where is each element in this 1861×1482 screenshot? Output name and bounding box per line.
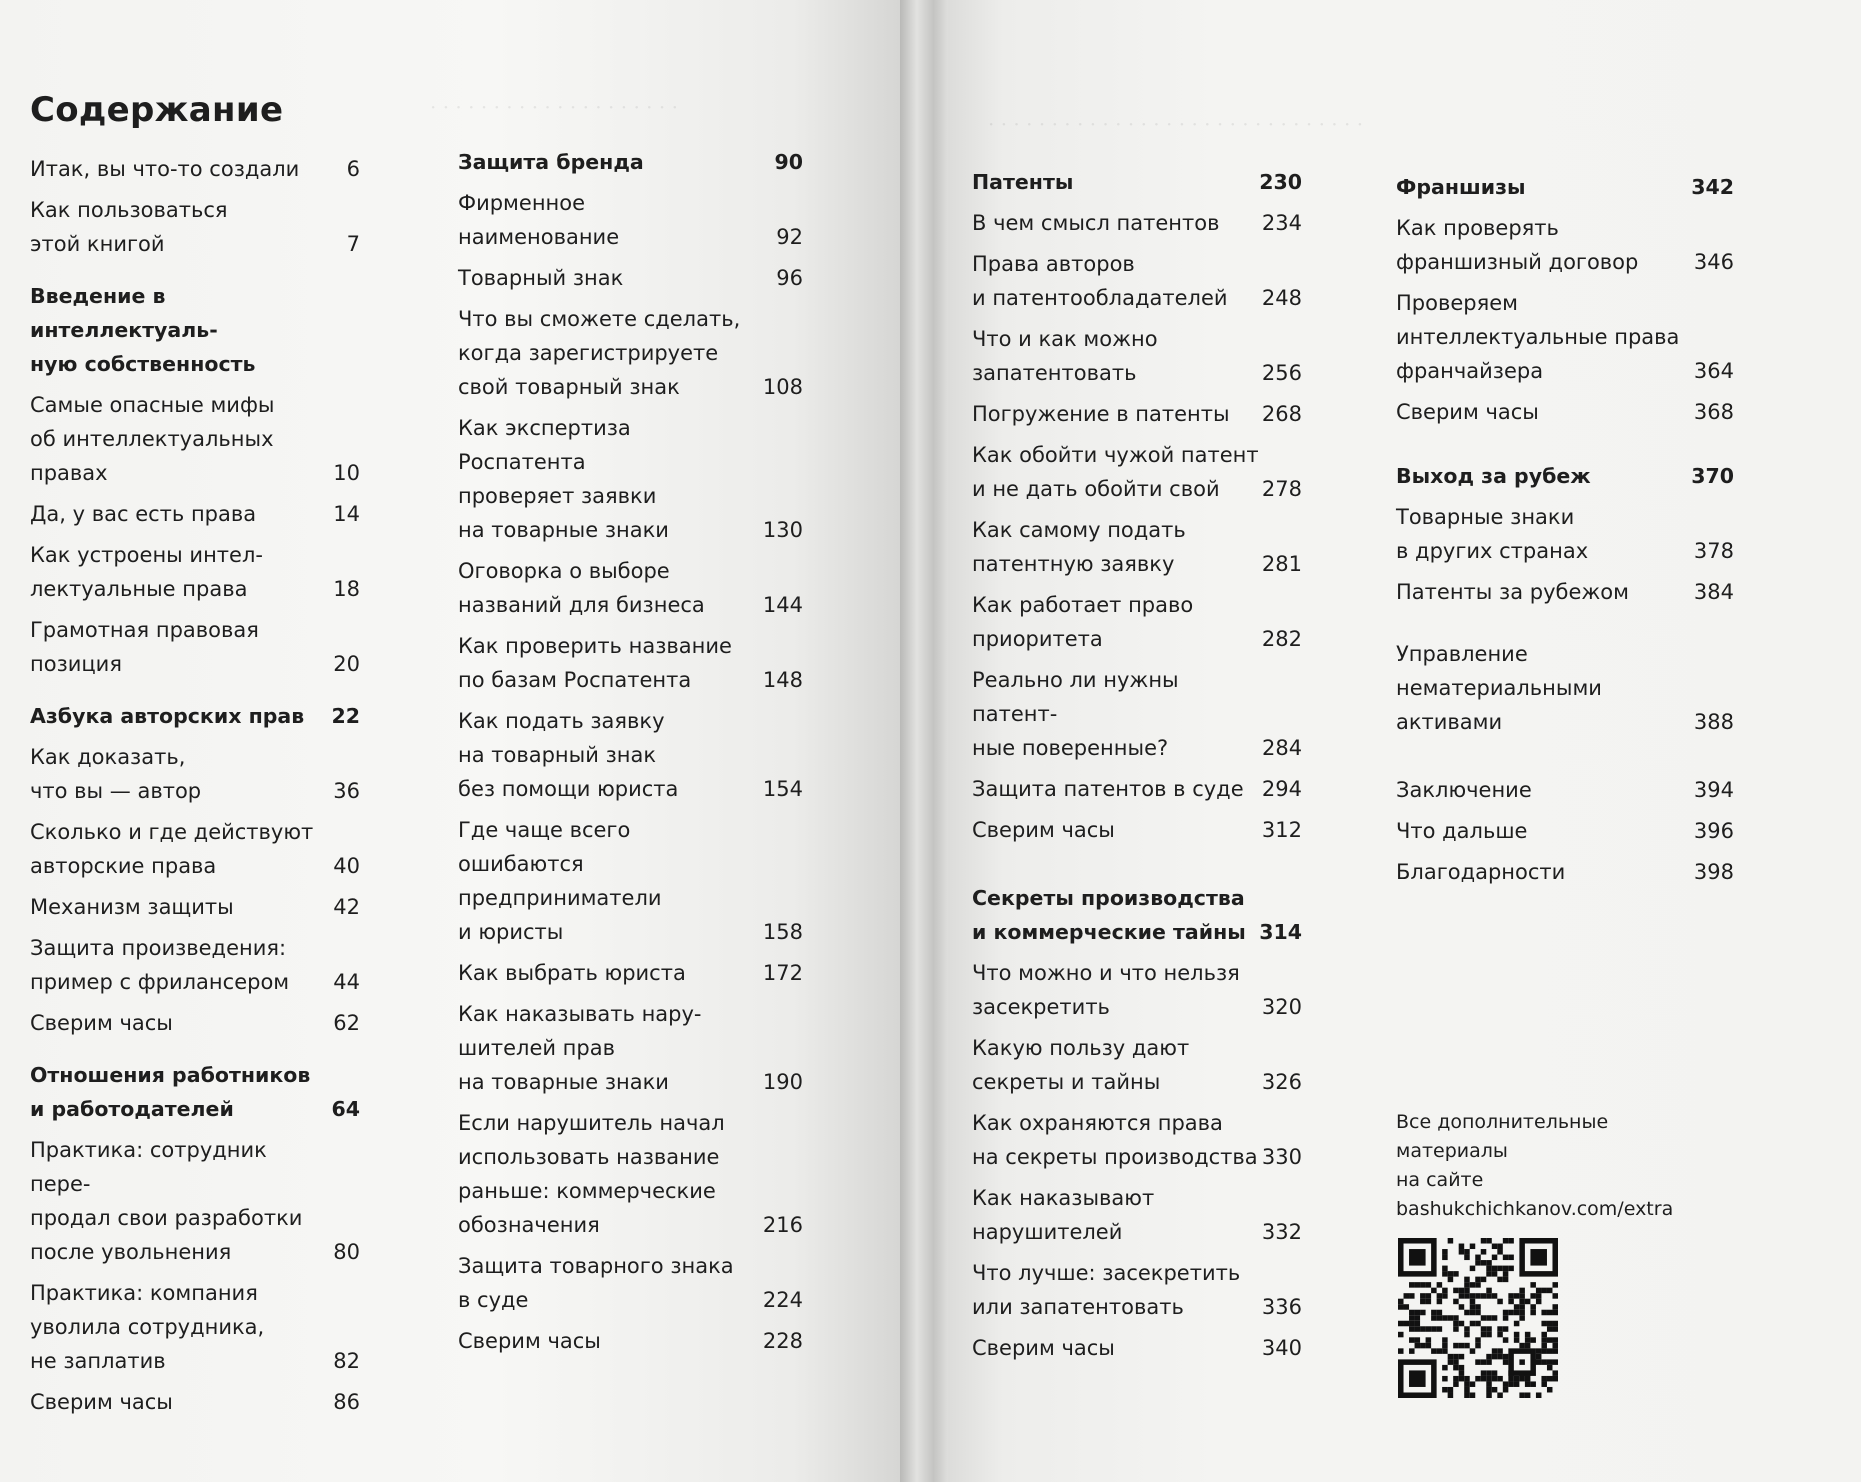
- toc-page-number: 7: [346, 232, 360, 256]
- toc-entry-title: Практика: компания уволила сотрудника, не заплатив: [30, 1281, 265, 1373]
- toc-page-number: 370: [1691, 464, 1734, 488]
- toc-page-number: 340: [1261, 1336, 1302, 1360]
- toc-entry: [1396, 773, 1734, 807]
- toc-column-4: [1396, 170, 1734, 896]
- toc-page-number: 336: [1261, 1295, 1302, 1319]
- toc-entry: [30, 740, 360, 808]
- toc-page-number: 92: [776, 225, 803, 249]
- toc-page-number: 228: [762, 1329, 803, 1353]
- toc-page-number: 282: [1261, 627, 1302, 651]
- toc-entry: [1396, 211, 1734, 279]
- toc-section-heading: [1396, 170, 1734, 204]
- toc-entry: [1396, 500, 1734, 568]
- toc-page-number: 42: [333, 895, 360, 919]
- toc-page-number: 230: [1259, 170, 1302, 194]
- toc-page-number: 64: [331, 1097, 360, 1121]
- toc-page-number: 154: [762, 777, 803, 801]
- toc-entry-title: Как выбрать юриста: [458, 961, 686, 985]
- toc-section-heading: [30, 1058, 360, 1126]
- toc-entry: [972, 1106, 1302, 1174]
- toc-page-number: 346: [1693, 250, 1734, 274]
- toc-entry: [30, 1133, 360, 1269]
- toc-entry: [972, 322, 1302, 390]
- toc-page-number: 90: [774, 150, 803, 174]
- toc-entry-title: Оговорка о выборе названий для бизнеса: [458, 559, 705, 617]
- toc-page-number: 96: [776, 266, 803, 290]
- toc-entry-title: Как обойти чужой патент и не дать обойти свой: [972, 443, 1259, 501]
- toc-entry-title: Права авторов и патентообладателей: [972, 252, 1228, 310]
- toc-entry-title: Как подать заявку на товарный знак без помощи юриста: [458, 709, 679, 801]
- toc-entry: [972, 206, 1302, 240]
- toc-entry-title: Как работает право приоритета: [972, 593, 1194, 651]
- toc-section-heading: [30, 279, 360, 381]
- toc-entry-title: Сверим часы: [1396, 400, 1539, 424]
- toc-entry: [30, 1006, 360, 1040]
- toc-page-number: 44: [333, 970, 360, 994]
- toc-entry-title: Что дальше: [1396, 819, 1528, 843]
- toc-page-number: 130: [762, 518, 803, 542]
- toc-page-number: 320: [1261, 995, 1302, 1019]
- toc-entry: [972, 247, 1302, 315]
- toc-page-number: 234: [1261, 211, 1302, 235]
- toc-entry-title: Как доказать, что вы — автор: [30, 745, 202, 803]
- toc-page-number: 326: [1261, 1070, 1302, 1094]
- toc-entry-title: Как наказывают нарушителей: [972, 1186, 1155, 1244]
- toc-page-number: 6: [346, 157, 360, 181]
- toc-entry: [30, 388, 360, 490]
- toc-section-heading: [30, 699, 360, 733]
- toc-entry-title: Если нарушитель начал использовать название раньше: коммерческие обозначения: [458, 1111, 725, 1237]
- toc-entry-title: Защита бренда: [458, 150, 644, 174]
- toc-page-number: 82: [333, 1349, 360, 1373]
- toc-entry: [972, 813, 1302, 847]
- left-page: [0, 0, 900, 1482]
- toc-page-number: 10: [333, 461, 360, 485]
- toc-column-2: [458, 145, 803, 1365]
- toc-entry-title: Сверим часы: [458, 1329, 601, 1353]
- toc-entry: [1396, 395, 1734, 429]
- toc-entry: [972, 588, 1302, 656]
- toc-entry: [458, 411, 803, 547]
- toc-page-number: 148: [762, 668, 803, 692]
- toc-entry-title: Как пользоваться этой книгой: [30, 198, 228, 256]
- toc-entry-title: Как устроены интел- лектуальные права: [30, 543, 263, 601]
- toc-entry-title: Да, у вас есть права: [30, 502, 257, 526]
- toc-entry: [458, 629, 803, 697]
- toc-section-heading: [972, 881, 1302, 949]
- toc-entry-title: Самые опасные мифы об интеллектуальных правах: [30, 393, 275, 485]
- toc-page-number: 398: [1693, 860, 1734, 884]
- toc-entry-title: Практика: сотрудник пере- продал свои разработки после увольнения: [30, 1138, 303, 1264]
- toc-page-number: 312: [1261, 818, 1302, 842]
- toc-page-number: 388: [1693, 710, 1734, 734]
- toc-entry: [972, 772, 1302, 806]
- toc-entry-title: Фирменное наименование: [458, 191, 620, 249]
- toc-entry-title: Как наказывать нару- шителей прав на товарные знаки: [458, 1002, 702, 1094]
- toc-page-number: 364: [1693, 359, 1734, 383]
- toc-entry: [458, 1324, 803, 1358]
- toc-entry: [30, 931, 360, 999]
- toc-entry-title: Товарный знак: [458, 266, 624, 290]
- toc-page-number: 20: [333, 652, 360, 676]
- toc-section-heading: [1396, 459, 1734, 493]
- toc-entry-title: Отношения работников и работодателей: [30, 1063, 311, 1121]
- toc-entry-title: Что вы сможете сделать, когда зарегистрируете свой товарный знак: [458, 307, 741, 399]
- toc-entry: [30, 1276, 360, 1378]
- toc-page-number: 278: [1261, 477, 1302, 501]
- book-gutter: [900, 0, 948, 1482]
- toc-entry-title: Сверим часы: [30, 1390, 173, 1414]
- toc-entry-title: Выход за рубеж: [1396, 464, 1591, 488]
- toc-page-number: 144: [762, 593, 803, 617]
- toc-page-number: 396: [1693, 819, 1734, 843]
- toc-entry-title: Как проверять франшизный договор: [1396, 216, 1639, 274]
- toc-entry-title: Механизм защиты: [30, 895, 234, 919]
- toc-entry: [458, 997, 803, 1099]
- toc-entry: [30, 613, 360, 681]
- toc-entry-title: Товарные знаки в других странах: [1396, 505, 1589, 563]
- toc-entry-title: Франшизы: [1396, 175, 1526, 199]
- toc-entry-title: Итак, вы что-то создали: [30, 157, 300, 181]
- toc-page-number: 294: [1261, 777, 1302, 801]
- toc-entry: [458, 1106, 803, 1242]
- toc-entry: [458, 813, 803, 949]
- toc-page-number: 268: [1261, 402, 1302, 426]
- toc-page-number: 378: [1693, 539, 1734, 563]
- toc-page-number: 62: [333, 1011, 360, 1035]
- toc-entry: [1396, 855, 1734, 889]
- toc-entry-title: Погружение в патенты: [972, 402, 1230, 426]
- toc-section-heading: [458, 145, 803, 179]
- toc-entry-title: Защита произведения: пример с фрилансером: [30, 936, 290, 994]
- toc-entry-title: Где чаще всего ошибаются предприниматели и юристы: [458, 818, 662, 944]
- toc-entry: [972, 1331, 1302, 1365]
- toc-entry: [30, 538, 360, 606]
- toc-page-number: 332: [1261, 1220, 1302, 1244]
- toc-entry-title: Грамотная правовая позиция: [30, 618, 259, 676]
- toc-page-number: 158: [762, 920, 803, 944]
- toc-entry-title: Что можно и что нельзя засекретить: [972, 961, 1240, 1019]
- toc-entry-title: Какую пользу дают секреты и тайны: [972, 1036, 1190, 1094]
- toc-entry: [30, 1385, 360, 1419]
- toc-entry: [458, 261, 803, 295]
- toc-entry-title: Сверим часы: [30, 1011, 173, 1035]
- toc-page-number: 18: [333, 577, 360, 601]
- toc-entry: [972, 397, 1302, 431]
- toc-entry-title: Введение в интеллектуаль- ную собственность: [30, 284, 256, 376]
- toc-entry: [458, 704, 803, 806]
- toc-entry-title: Как самому подать патентную заявку: [972, 518, 1186, 576]
- qr-code-icon: [1398, 1238, 1558, 1398]
- toc-page-number: 172: [762, 961, 803, 985]
- toc-entry-title: Как экспертиза Роспатента проверяет заявки на товарные знаки: [458, 416, 669, 542]
- toc-page-number: 36: [333, 779, 360, 803]
- toc-entry: [972, 1031, 1302, 1099]
- toc-entry: [972, 1181, 1302, 1249]
- toc-entry: [458, 554, 803, 622]
- toc-entry: [1396, 286, 1734, 388]
- toc-entry-title: Секреты производства и коммерческие тайны: [972, 886, 1246, 944]
- toc-entry: [30, 890, 360, 924]
- toc-page-number: 216: [762, 1213, 803, 1237]
- toc-entry: [30, 152, 360, 186]
- toc-entry: [1396, 575, 1734, 609]
- toc-page-number: 14: [333, 502, 360, 526]
- toc-entry-title: Как охраняются права на секреты производства: [972, 1111, 1258, 1169]
- toc-page-number: 80: [333, 1240, 360, 1264]
- toc-entry: [972, 663, 1302, 765]
- toc-entry-title: Как проверить название по базам Роспатента: [458, 634, 732, 692]
- toc-entry-title: Сверим часы: [972, 1336, 1115, 1360]
- toc-entry-title: Защита товарного знака в суде: [458, 1254, 734, 1312]
- toc-page-number: 224: [762, 1288, 803, 1312]
- toc-section-heading: [972, 165, 1302, 199]
- toc-entry: [1396, 814, 1734, 848]
- toc-page-number: 281: [1261, 552, 1302, 576]
- toc-entry: [972, 513, 1302, 581]
- toc-entry: [458, 302, 803, 404]
- toc-entry-title: Проверяем интеллектуальные права франчайзера: [1396, 291, 1680, 383]
- toc-entry-title: Заключение: [1396, 778, 1532, 802]
- toc-entry-title: В чем смысл патентов: [972, 211, 1220, 235]
- toc-entry-title: Благодарности: [1396, 860, 1566, 884]
- toc-entry-title: Азбука авторских прав: [30, 704, 305, 728]
- toc-entry: [30, 815, 360, 883]
- toc-entry: [458, 1249, 803, 1317]
- toc-page-number: 22: [331, 704, 360, 728]
- toc-entry-title: Патенты за рубежом: [1396, 580, 1629, 604]
- toc-entry: [30, 193, 360, 261]
- bleed-through-text: · · · · · · · · · · · · · · · · · · · ·: [430, 95, 678, 119]
- toc-column-3: [972, 165, 1302, 1372]
- toc-entry-title: Сверим часы: [972, 818, 1115, 842]
- extra-materials-note: Все дополнительные материалы на сайте bashukchichkanov.com/extra: [1396, 1111, 1674, 1220]
- toc-page-number: 284: [1262, 736, 1303, 760]
- toc-page-number: 342: [1691, 175, 1734, 199]
- toc-entry: [972, 956, 1302, 1024]
- toc-page-number: 368: [1693, 400, 1734, 424]
- toc-column-1: [30, 152, 360, 1426]
- toc-entry: [972, 1256, 1302, 1324]
- toc-entry: [458, 956, 803, 990]
- toc-entry-title: Защита патентов в суде: [972, 777, 1244, 801]
- toc-page-number: 384: [1693, 580, 1734, 604]
- toc-page-number: 314: [1259, 920, 1302, 944]
- toc-entry-title: Реально ли нужны патент- ные поверенные?: [972, 668, 1179, 760]
- toc-page-number: 248: [1261, 286, 1302, 310]
- bleed-through-text: · · · · · · · · · · · · · · · · · · · · · · · · · · · · · ·: [988, 112, 1364, 136]
- toc-page-number: 108: [762, 375, 803, 399]
- toc-entry-title: Сколько и где действуют авторские права: [30, 820, 314, 878]
- toc-page-number: 394: [1693, 778, 1734, 802]
- toc-entry: [458, 186, 803, 254]
- toc-entry: [972, 438, 1302, 506]
- page-title: Содержание: [30, 90, 284, 130]
- toc-page-number: 86: [333, 1390, 360, 1414]
- toc-page-number: 190: [762, 1070, 803, 1094]
- toc-page-number: 330: [1261, 1145, 1302, 1169]
- toc-entry-title: Что лучше: засекретить или запатентовать: [972, 1261, 1241, 1319]
- right-page: [948, 0, 1861, 1482]
- toc-entry-title: Управление нематериальными активами: [1396, 642, 1602, 734]
- toc-page-number: 40: [333, 854, 360, 878]
- toc-entry: [1396, 637, 1734, 739]
- toc-entry: [30, 497, 360, 531]
- toc-entry-title: Что и как можно запатентовать: [972, 327, 1158, 385]
- toc-entry-title: Патенты: [972, 170, 1074, 194]
- toc-page-number: 256: [1261, 361, 1302, 385]
